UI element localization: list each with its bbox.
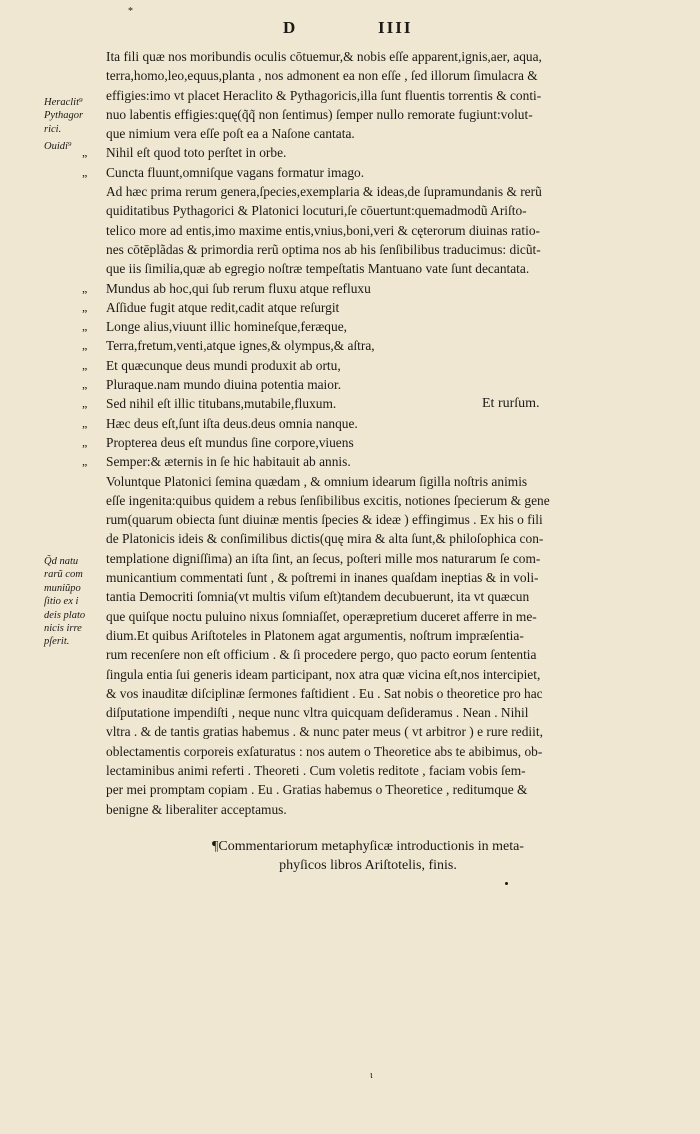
- line-text: Hæc deus eſt,ſunt iſta deus.deus omnia nanque.: [106, 415, 358, 431]
- line-text: lectaminibus animi referti . Theoreti . Cum voletis reditote , faciam vobis ſem-: [106, 762, 526, 778]
- text-line: [106, 684, 690, 703]
- text-line: [82, 143, 690, 162]
- line-text: Propterea deus eſt mundus ſine corpore,viuens: [106, 434, 354, 450]
- text-line: [82, 433, 690, 452]
- line-text: quiditatibus Pythagorici & Platonici locuturi,ſe cōuertunt:quemadmodũ Ariſto-: [106, 203, 527, 219]
- margin-note-ovid: Ouidi⁹: [44, 141, 72, 152]
- text-line: [106, 607, 690, 626]
- quotation-mark: „: [82, 338, 88, 353]
- text-line: [106, 665, 690, 684]
- line-text: per mei promptam copiam . Eu . Gratias habemus o Theoretice , reditumque &: [106, 782, 528, 798]
- line-text: Cuncta fluunt,omniſque vagans formatur imago.: [106, 164, 365, 180]
- line-text: ſingula entia ſui generis ideam participant, nox atra quæ vicina eſt,nos intercipiet,: [106, 666, 541, 682]
- text-line: [106, 800, 690, 819]
- inline-aside: Et rurſum.: [482, 396, 540, 412]
- text-line: [106, 182, 690, 201]
- line-text: Terra,fretum,venti,atque ignes,& olympus,& aſtra,: [106, 338, 375, 354]
- colophon-line: ¶Commentariorum metaphyſicæ introductionis in meta-: [212, 838, 524, 854]
- text-line: [106, 259, 690, 278]
- text-line: [106, 703, 690, 722]
- line-text: que nimium vera eſſe poſt ea a Naſone cantata.: [106, 126, 355, 142]
- top-printer-mark: *: [128, 6, 133, 17]
- line-text: terra,homo,leo,equus,planta , nos admonent ea non eſſe , ſed illorum ſimulacra &: [106, 68, 538, 84]
- line-text: municantium commentati ſunt , & poſtremi in inanes quaſdam ineptias & in voli-: [106, 570, 539, 586]
- text-line: [106, 86, 690, 105]
- line-text: nes cōtēplãdas & primordia rerũ optima nos ab his ſenſibilibus traducimus: dicũt-: [106, 241, 541, 257]
- text-line: [106, 240, 690, 259]
- line-text: tantia Democriti ſomnia(vt multis viſum eſt)tandem decubuerunt, ita vt quæcun: [106, 589, 530, 605]
- quotation-mark: „: [82, 377, 88, 392]
- margin-note-heraclitus: Heraclit⁹ Pythagor rici.: [44, 97, 84, 135]
- signature-mark: D: [283, 18, 297, 37]
- text-line: [106, 742, 690, 761]
- line-text: que quiſque noctu puluino nixus ſomniaſſet, operæpretium duceret afferre in me-: [106, 608, 537, 624]
- line-text: rum recenſere non eſt officium . & ſi procedere pergo, quo pacto eorum ſententia: [106, 647, 537, 663]
- line-text: Pluraque.nam mundo diuina potentia maior.: [106, 377, 342, 393]
- line-text: Voluntque Platonici ſemina quædam , & omnium idearum ſigilla noſtris animis: [106, 473, 528, 489]
- line-text: Aſſidue fugit atque redit,cadit atque reſurgit: [106, 299, 340, 315]
- text-line: [106, 761, 690, 780]
- text-line: [106, 568, 690, 587]
- line-text: templatione digniſſima) an iſta ſint, an ſecus, poſteri mille mos naturarum ſe com-: [106, 550, 541, 566]
- line-text: diſputatione impendiſti , neque nunc vltra quicquam deſideramus . Nean . Nihil: [106, 705, 529, 721]
- colophon-line: phyſicos libros Ariſtotelis, finis.: [279, 858, 457, 874]
- text-line: [106, 47, 690, 66]
- ink-dot: [505, 882, 508, 885]
- text-line: [106, 587, 690, 606]
- text-line: [106, 66, 690, 85]
- line-text: telico more ad entis,imo maxime entis,vnius,boni,veri & cęterorum diuinas ratio-: [106, 222, 540, 238]
- colophon: [106, 837, 690, 876]
- line-text: benigne & liberaliter acceptamus.: [106, 801, 287, 817]
- quotation-mark: „: [82, 454, 88, 469]
- text-line: [106, 549, 690, 568]
- text-line: [106, 221, 690, 240]
- quotation-mark: „: [82, 145, 88, 160]
- text-line: [106, 645, 690, 664]
- quotation-mark: „: [82, 396, 88, 411]
- line-text: Et quæcunque deus mundi produxit ab ortu,: [106, 357, 341, 373]
- text-line: [106, 124, 690, 143]
- quotation-mark: „: [82, 280, 88, 295]
- quotation-mark: „: [82, 319, 88, 334]
- text-line: [106, 472, 690, 491]
- quotation-mark: „: [82, 357, 88, 372]
- text-line: [106, 626, 690, 645]
- line-text: Ita fili quæ nos moribundis oculis cōtuemur,& nobis eſſe apparent,ignis,aer, aqua,: [106, 49, 542, 64]
- line-text: que iis ſimilia,quæ ab egregio noſtræ tempeſtatis Mantuano vate ſunt decantata.: [106, 261, 530, 277]
- line-text: Sed nihil eſt illic titubans,mutabile,fluxum.: [106, 396, 337, 412]
- text-line: [82, 317, 690, 336]
- quotation-mark: „: [82, 434, 88, 449]
- line-text: de Platonicis ideis & conſimilibus dictis(quę mira & alta ſunt,& philoſophica con-: [106, 531, 544, 547]
- main-text: [82, 47, 690, 875]
- line-text: Longe alius,viuunt illic homineſque,feræque,: [106, 319, 347, 335]
- quotation-mark: „: [82, 299, 88, 314]
- text-line: [106, 780, 690, 799]
- line-text: Nihil eſt quod toto perſtet in orbe.: [106, 145, 287, 161]
- line-text: eſſe ingenita:quibus quidem a rebus ſenſibilibus excitis, notiones ſpecierum & gene: [106, 492, 550, 508]
- line-text: Ad hæc prima rerum genera,ſpecies,exemplaria & ideas,de ſupramundanis & rerũ: [106, 184, 542, 200]
- text-line: [82, 375, 690, 394]
- line-text: oblectamentis corporeis exſaturatus : nos autem o Theoretice abs te abibimus, ob-: [106, 743, 543, 759]
- text-line: [82, 298, 690, 317]
- text-line: [106, 529, 690, 548]
- text-line: [106, 201, 690, 220]
- line-text: Mundus ab hoc,qui ſub rerum fluxu atque refluxu: [106, 280, 371, 296]
- bottom-printer-mark: ι: [370, 1070, 373, 1081]
- text-line: [106, 105, 690, 124]
- line-text: vltra . & de tantis gratias habemus . & nunc pater meus ( vt arbitror ) e rure rediit,: [106, 724, 543, 740]
- line-text: rum(quarum obiecta ſunt diuinæ mentis ſpecies & ideæ ) effingimus . Ex his o fili: [106, 512, 543, 528]
- folio-number: IIII: [378, 18, 413, 37]
- line-text: dium.Et quibus Ariſtoteles in Platonem agat argumentis, noſtrum impræſentia-: [106, 627, 524, 643]
- quotation-mark: „: [82, 415, 88, 430]
- text-line: [82, 336, 690, 355]
- text-line: [106, 491, 690, 510]
- text-line: [82, 414, 690, 433]
- quotation-mark: „: [82, 164, 88, 179]
- text-line: [82, 163, 690, 182]
- line-text: nuo labentis effigies:quę(q̃q̃ non ſentimus) ſemper nullo remorate fugiunt:volut-: [106, 106, 533, 122]
- text-line: [82, 452, 690, 471]
- line-text: & vos inauditæ diſciplinæ ſermones faſtidient . Eu . Sat nobis o theoretice pro hac: [106, 685, 543, 701]
- text-line: [82, 356, 690, 375]
- text-line: [82, 394, 690, 413]
- text-line: [106, 722, 690, 741]
- line-text: effigies:imo vt placet Heraclito & Pythagoricis,illa ſunt fluentis torrentis & conti-: [106, 87, 542, 103]
- line-text: Semper:& æternis in ſe hic habitauit ab annis.: [106, 454, 351, 470]
- text-line: [82, 279, 690, 298]
- margin-note-platonic-ideas: Q̃d natu rarũ com muniũpo ſitio ex i deis plato nicis irre pſerit.: [44, 556, 86, 648]
- text-line: [106, 510, 690, 529]
